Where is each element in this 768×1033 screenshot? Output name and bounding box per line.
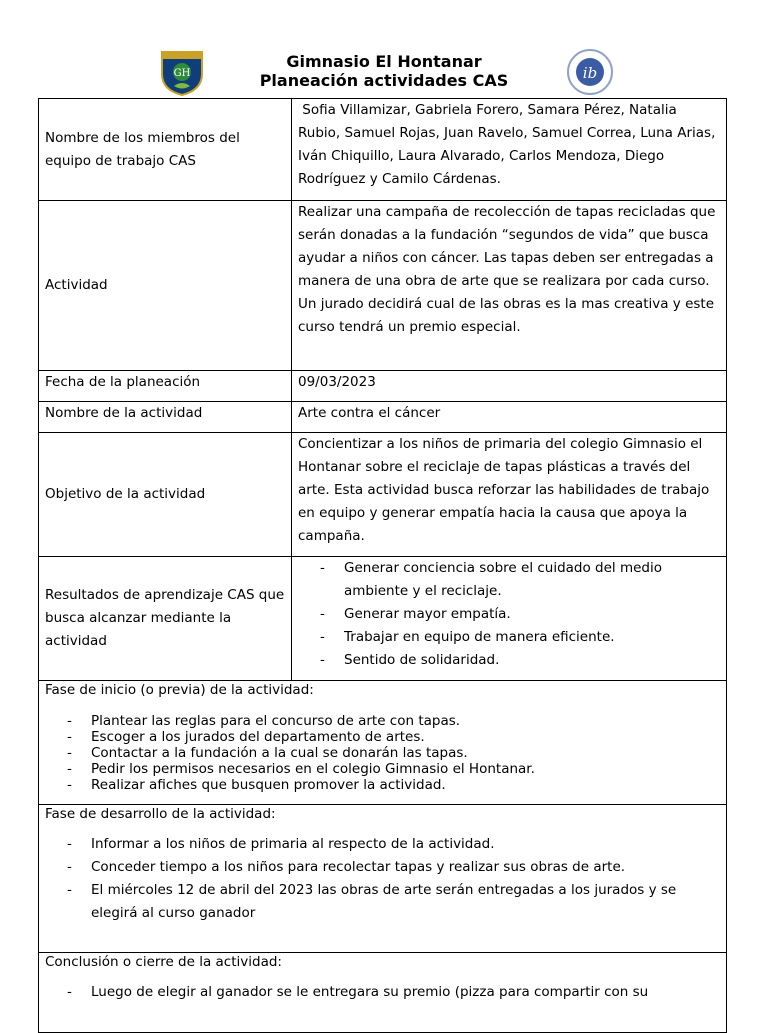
school-logo-text: GH xyxy=(173,68,191,79)
members-label: Nombre de los miembros del equipo de trabajo CAS xyxy=(39,99,292,201)
objective-value: Concientizar a los niños de primaria del colegio Gimnasio el Hontanar sobre el reciclaje de tapas plásticas a través del arte. Esta actividad busca reforzar las habilidades de trabajo en equipo y generar empatía hacia la causa que apoya la campaña. xyxy=(292,433,727,557)
development-phase-cell xyxy=(39,805,727,953)
activity-label: Actividad xyxy=(39,201,292,371)
row-closing-phase xyxy=(39,953,727,1033)
activity-value: Realizar una campaña de recolección de tapas recicladas que serán donadas a la fundación “segundos de vida” que busca ayudar a niños con cáncer. Las tapas deben ser entregadas a manera de una obra de arte que se realizara por cada curso. Un jurado decidirá cual de las obras es la mas creativa y este curso tendrá un premio especial. xyxy=(292,201,727,371)
row-start-phase xyxy=(39,681,727,805)
list-item: - El miércoles 12 de abril del 2023 las obras de arte serán entregadas a los jurados y se elegirá al curso ganador xyxy=(45,879,722,925)
list-item: - Pedir los permisos necesarios en el colegio Gimnasio el Hontanar. xyxy=(45,761,722,777)
list-item: - Contactar a la fundación a la cual se donarán las tapas. xyxy=(45,745,722,761)
list-item: - Generar conciencia sobre el cuidado del medio ambiente y el reciclaje. xyxy=(298,557,722,603)
list-item: - Conceder tiempo a los niños para recolectar tapas y realizar sus obras de arte. xyxy=(45,856,722,879)
row-objective xyxy=(39,433,727,557)
activity-name-value: Arte contra el cáncer xyxy=(292,402,727,433)
list-item: - Informar a los niños de primaria al respecto de la actividad. xyxy=(45,833,722,856)
row-development-phase xyxy=(39,805,727,953)
activity-name-label: Nombre de la actividad xyxy=(39,402,292,433)
start-phase-title: Fase de inicio (o previa) de la actividad: xyxy=(45,682,314,698)
closing-phase-title: Conclusión o cierre de la actividad: xyxy=(45,954,282,970)
row-activity-name xyxy=(39,402,727,433)
planning-table xyxy=(38,98,727,1033)
row-members xyxy=(39,99,727,201)
ib-logo-text: ib xyxy=(582,64,598,82)
list-item: - Escoger a los jurados del departamento de artes. xyxy=(45,729,722,745)
list-item: - Luego de elegir al ganador se le entregara su premio (pizza para compartir con su xyxy=(45,981,722,1004)
list-item: - Realizar afiches que busquen promover la actividad. xyxy=(45,777,722,793)
outcomes-cell xyxy=(292,557,727,681)
row-date xyxy=(39,371,727,402)
list-item: - Sentido de solidaridad. xyxy=(298,649,722,672)
closing-phase-cell xyxy=(39,953,727,1033)
list-item: - Plantear las reglas para el concurso de arte con tapas. xyxy=(45,713,722,729)
ib-logo xyxy=(566,48,614,96)
row-activity xyxy=(39,201,727,371)
document-title: Planeación actividades CAS xyxy=(259,71,509,90)
date-label: Fecha de la planeación xyxy=(39,371,292,402)
list-item: - Trabajar en equipo de manera eficiente. xyxy=(298,626,722,649)
row-outcomes xyxy=(39,557,727,681)
date-value: 09/03/2023 xyxy=(292,371,727,402)
members-value: Sofia Villamizar, Gabriela Forero, Samara Pérez, Natalia Rubio, Samuel Rojas, Juan Ravelo, Samuel Correa, Luna Arias, Iván Chiquillo, Laura Alvarado, Carlos Mendoza, Diego Rodríguez y Camilo Cárdenas. xyxy=(292,99,727,201)
school-name: Gimnasio El Hontanar xyxy=(286,52,482,71)
start-phase-cell xyxy=(39,681,727,805)
outcomes-label: Resultados de aprendizaje CAS que busca alcanzar mediante la actividad xyxy=(39,557,292,681)
objective-label: Objetivo de la actividad xyxy=(39,433,292,557)
development-phase-title: Fase de desarrollo de la actividad: xyxy=(45,806,276,822)
list-item: - Generar mayor empatía. xyxy=(298,603,722,626)
